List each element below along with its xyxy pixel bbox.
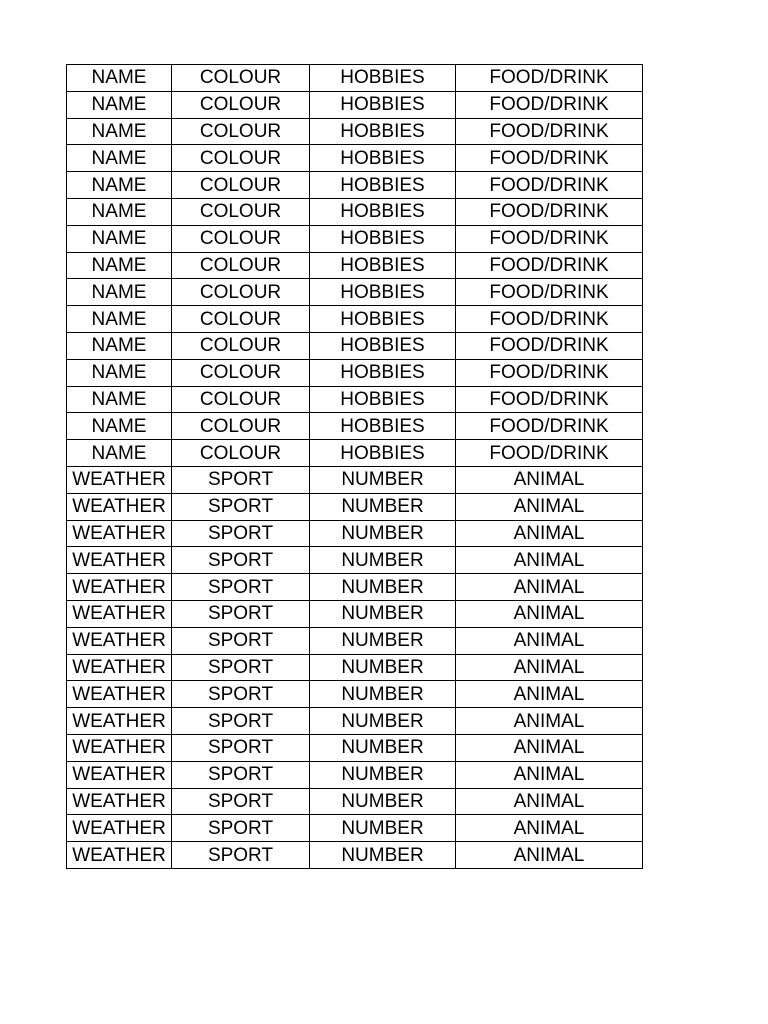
table-cell: FOOD/DRINK bbox=[456, 386, 643, 413]
table-cell: COLOUR bbox=[172, 145, 310, 172]
table-cell: COLOUR bbox=[172, 225, 310, 252]
table-cell: SPORT bbox=[172, 520, 310, 547]
table-cell: HOBBIES bbox=[310, 145, 456, 172]
table-cell: COLOUR bbox=[172, 332, 310, 359]
table-row bbox=[67, 547, 643, 574]
table-row bbox=[67, 654, 643, 681]
table-row bbox=[67, 118, 643, 145]
table-cell: WEATHER bbox=[67, 493, 172, 520]
table-cell: WEATHER bbox=[67, 842, 172, 869]
word-grid-table bbox=[66, 64, 643, 869]
table-cell: ANIMAL bbox=[456, 600, 643, 627]
table-row bbox=[67, 815, 643, 842]
table-row bbox=[67, 493, 643, 520]
table-cell: NUMBER bbox=[310, 761, 456, 788]
table-cell: ANIMAL bbox=[456, 708, 643, 735]
table-cell: NUMBER bbox=[310, 681, 456, 708]
table-row bbox=[67, 172, 643, 199]
table-cell: HOBBIES bbox=[310, 386, 456, 413]
table-cell: HOBBIES bbox=[310, 440, 456, 467]
table-cell: NUMBER bbox=[310, 788, 456, 815]
table-cell: NAME bbox=[67, 198, 172, 225]
table-cell: NUMBER bbox=[310, 815, 456, 842]
table-row bbox=[67, 440, 643, 467]
table-row bbox=[67, 734, 643, 761]
table-cell: FOOD/DRINK bbox=[456, 252, 643, 279]
table-cell: NUMBER bbox=[310, 842, 456, 869]
table-row bbox=[67, 386, 643, 413]
table-cell: WEATHER bbox=[67, 600, 172, 627]
table-cell: HOBBIES bbox=[310, 198, 456, 225]
table-cell: NAME bbox=[67, 252, 172, 279]
table-cell: HOBBIES bbox=[310, 65, 456, 92]
table-cell: FOOD/DRINK bbox=[456, 91, 643, 118]
table-cell: SPORT bbox=[172, 493, 310, 520]
table-cell: HOBBIES bbox=[310, 225, 456, 252]
table-cell: ANIMAL bbox=[456, 654, 643, 681]
table-cell: FOOD/DRINK bbox=[456, 306, 643, 333]
table-cell: WEATHER bbox=[67, 466, 172, 493]
table-cell: ANIMAL bbox=[456, 466, 643, 493]
table-cell: NUMBER bbox=[310, 547, 456, 574]
table-cell: NAME bbox=[67, 386, 172, 413]
table-cell: FOOD/DRINK bbox=[456, 279, 643, 306]
table-cell: COLOUR bbox=[172, 198, 310, 225]
table-cell: SPORT bbox=[172, 627, 310, 654]
table-cell: NAME bbox=[67, 145, 172, 172]
table-cell: COLOUR bbox=[172, 65, 310, 92]
table-cell: NAME bbox=[67, 413, 172, 440]
table-cell: NAME bbox=[67, 91, 172, 118]
table-row bbox=[67, 466, 643, 493]
table-cell: FOOD/DRINK bbox=[456, 440, 643, 467]
table-cell: WEATHER bbox=[67, 627, 172, 654]
table-cell: WEATHER bbox=[67, 574, 172, 601]
table-cell: NUMBER bbox=[310, 493, 456, 520]
table-row bbox=[67, 413, 643, 440]
table-row bbox=[67, 332, 643, 359]
table-cell: SPORT bbox=[172, 761, 310, 788]
table-cell: HOBBIES bbox=[310, 332, 456, 359]
table-cell: NUMBER bbox=[310, 708, 456, 735]
table-cell: WEATHER bbox=[67, 681, 172, 708]
table-cell: ANIMAL bbox=[456, 815, 643, 842]
table-cell: ANIMAL bbox=[456, 574, 643, 601]
table-cell: HOBBIES bbox=[310, 306, 456, 333]
table-cell: COLOUR bbox=[172, 172, 310, 199]
table-row bbox=[67, 574, 643, 601]
table-cell: NAME bbox=[67, 225, 172, 252]
table-row bbox=[67, 359, 643, 386]
table-row bbox=[67, 520, 643, 547]
table-cell: FOOD/DRINK bbox=[456, 172, 643, 199]
table-cell: WEATHER bbox=[67, 520, 172, 547]
table-cell: ANIMAL bbox=[456, 520, 643, 547]
table-cell: NAME bbox=[67, 440, 172, 467]
table-cell: SPORT bbox=[172, 574, 310, 601]
table-cell: NUMBER bbox=[310, 520, 456, 547]
word-grid-body bbox=[67, 65, 643, 869]
table-cell: ANIMAL bbox=[456, 761, 643, 788]
table-cell: SPORT bbox=[172, 708, 310, 735]
table-cell: SPORT bbox=[172, 547, 310, 574]
table-row bbox=[67, 761, 643, 788]
table-row bbox=[67, 252, 643, 279]
table-row bbox=[67, 600, 643, 627]
table-cell: HOBBIES bbox=[310, 413, 456, 440]
table-cell: WEATHER bbox=[67, 708, 172, 735]
table-cell: ANIMAL bbox=[456, 627, 643, 654]
table-cell: COLOUR bbox=[172, 91, 310, 118]
table-cell: FOOD/DRINK bbox=[456, 359, 643, 386]
table-cell: WEATHER bbox=[67, 654, 172, 681]
table-cell: SPORT bbox=[172, 788, 310, 815]
table-cell: NAME bbox=[67, 65, 172, 92]
table-cell: WEATHER bbox=[67, 815, 172, 842]
table-cell: COLOUR bbox=[172, 279, 310, 306]
table-cell: NAME bbox=[67, 332, 172, 359]
table-cell: NUMBER bbox=[310, 654, 456, 681]
table-row bbox=[67, 681, 643, 708]
table-row bbox=[67, 91, 643, 118]
table-row bbox=[67, 225, 643, 252]
table-cell: COLOUR bbox=[172, 359, 310, 386]
table-cell: COLOUR bbox=[172, 252, 310, 279]
table-cell: SPORT bbox=[172, 466, 310, 493]
table-cell: ANIMAL bbox=[456, 734, 643, 761]
table-cell: NAME bbox=[67, 306, 172, 333]
table-cell: ANIMAL bbox=[456, 842, 643, 869]
table-cell: SPORT bbox=[172, 815, 310, 842]
table-cell: SPORT bbox=[172, 654, 310, 681]
table-cell: HOBBIES bbox=[310, 91, 456, 118]
table-cell: HOBBIES bbox=[310, 118, 456, 145]
table-cell: WEATHER bbox=[67, 547, 172, 574]
table-cell: COLOUR bbox=[172, 440, 310, 467]
table-cell: NUMBER bbox=[310, 466, 456, 493]
table-cell: ANIMAL bbox=[456, 788, 643, 815]
table-cell: NAME bbox=[67, 279, 172, 306]
table-cell: FOOD/DRINK bbox=[456, 413, 643, 440]
table-row bbox=[67, 198, 643, 225]
table-cell: FOOD/DRINK bbox=[456, 145, 643, 172]
table-cell: WEATHER bbox=[67, 734, 172, 761]
table-row bbox=[67, 145, 643, 172]
table-row bbox=[67, 279, 643, 306]
table-row bbox=[67, 627, 643, 654]
table-cell: ANIMAL bbox=[456, 547, 643, 574]
table-row bbox=[67, 306, 643, 333]
table-cell: FOOD/DRINK bbox=[456, 198, 643, 225]
table-cell: COLOUR bbox=[172, 413, 310, 440]
table-row bbox=[67, 65, 643, 92]
table-cell: HOBBIES bbox=[310, 252, 456, 279]
table-cell: SPORT bbox=[172, 600, 310, 627]
table-cell: FOOD/DRINK bbox=[456, 225, 643, 252]
table-cell: NUMBER bbox=[310, 600, 456, 627]
table-cell: NAME bbox=[67, 172, 172, 199]
table-cell: COLOUR bbox=[172, 306, 310, 333]
table-cell: SPORT bbox=[172, 681, 310, 708]
table-cell: SPORT bbox=[172, 734, 310, 761]
table-cell: NUMBER bbox=[310, 734, 456, 761]
table-cell: WEATHER bbox=[67, 788, 172, 815]
table-cell: NAME bbox=[67, 118, 172, 145]
table-cell: NUMBER bbox=[310, 574, 456, 601]
table-row bbox=[67, 708, 643, 735]
table-cell: NAME bbox=[67, 359, 172, 386]
table-cell: HOBBIES bbox=[310, 172, 456, 199]
table-cell: HOBBIES bbox=[310, 279, 456, 306]
table-row bbox=[67, 788, 643, 815]
table-cell: NUMBER bbox=[310, 627, 456, 654]
table-cell: WEATHER bbox=[67, 761, 172, 788]
table-cell: COLOUR bbox=[172, 386, 310, 413]
table-cell: COLOUR bbox=[172, 118, 310, 145]
table-cell: FOOD/DRINK bbox=[456, 118, 643, 145]
table-cell: ANIMAL bbox=[456, 681, 643, 708]
table-cell: SPORT bbox=[172, 842, 310, 869]
table-row bbox=[67, 842, 643, 869]
table-cell: FOOD/DRINK bbox=[456, 332, 643, 359]
table-cell: ANIMAL bbox=[456, 493, 643, 520]
table-cell: FOOD/DRINK bbox=[456, 65, 643, 92]
table-cell: HOBBIES bbox=[310, 359, 456, 386]
